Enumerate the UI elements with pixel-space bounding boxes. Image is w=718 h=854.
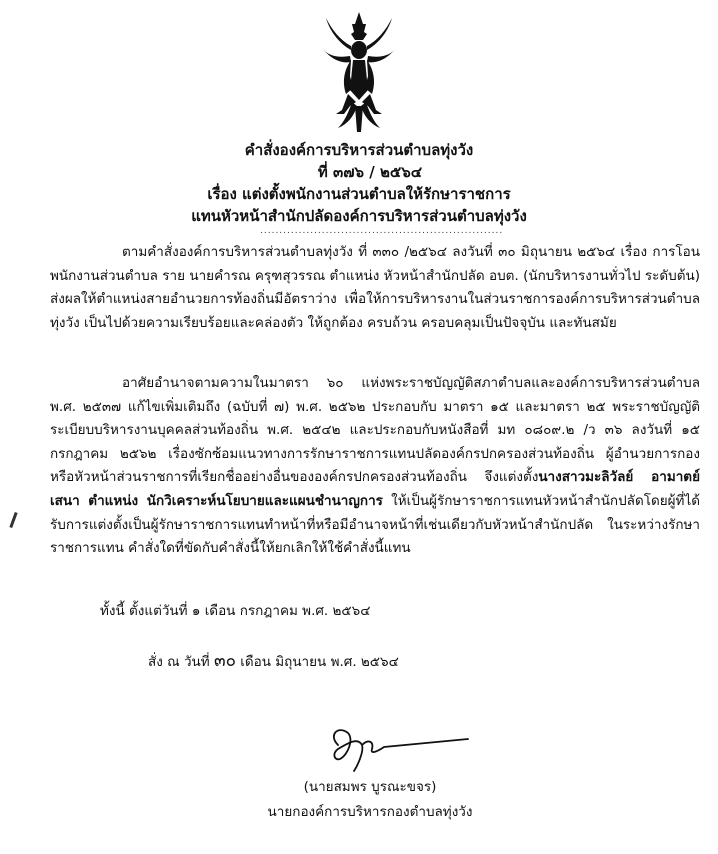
handwritten-signature (318, 715, 478, 775)
garuda-emblem (322, 10, 396, 134)
separator-dots: ............................................................... (260, 226, 504, 236)
order-number: ที่ ๓๗๖ / ๒๕๖๔ (317, 163, 423, 181)
authority-text: อาศัยอำนาจตามความในมาตรา ๖๐ แห่งพระราชบัญญัติสภาตำบลและองค์การบริหารส่วนตำบล พ.ศ. ๒๕๓๗ แก้ไขเพิ่มเติมถึง (ฉบับที่ ๗) พ.ศ. ๒๕๖๒ ประกอบกับ มาตรา ๑๕ และมาตรา ๒๕ พระราชบัญญัติระเบียบบริหารงานบุคคลส่วนท้องถิ่น พ.ศ. ๒๕๔๒ และประกอบกับหนังสือที่ มท ๐๘๐๙.๒ /ว ๓๖ ลงวันที่ ๑๕ กรกฎาคม ๒๕๖๒ เรื่องซักซ้อมแนวทางการรักษาราชการแทนปลัดองค์กรปกครองส่วนท้องถิ่น ผู้อำนวยการกองหรือหัวหน้าส่วนราชการที่เรียกชื่ออย่างอื่นขององค์กรปกครองส่วนท้องถิ่น จึงแต่งตั้ง (50, 375, 700, 486)
appointee-name: นางสาวมะลิวัลย์ อามาตย์เสนา ตำแหน่ง นักวิเคราะห์นโยบายและแผนชำนาญการ (50, 469, 700, 509)
paragraph-authority (50, 372, 700, 561)
paragraph-background: ตามคำสั่งองค์การบริหารส่วนตำบลทุ่งวัง ที่ ๓๓๐ /๒๕๖๔ ลงวันที่ ๓๐ มิถุนายน ๒๕๖๔ เรื่อง การโอนพนักงานส่วนตำบล ราย นายคำรณ ครุฑสุวรรณ ตำแหน่ง หัวหน้าสำนักปลัด อบต. (นักบริหารงานทั่วไป ระดับต้น) ส่งผลให้ตำแหน่งสายอำนวยการท้องถิ่นมีอัตราว่าง เพื่อให้การบริหารงานในส่วนราชการองค์การบริหารส่วนตำบลทุ่งวัง เป็นไปด้วยความเรียบร้อยและคล่องตัว ให้ถูกต้อง ครบถ้วน ครอบคลุมเป็นปัจจุบัน และทันสมัย (50, 244, 700, 331)
order-date-prefix: สั่ง ณ วันที่ (148, 654, 210, 670)
subject-line: เรื่อง แต่งตั้งพนักงานส่วนตำบลให้รักษาราชการ (207, 185, 511, 203)
order-issuer-title: คำสั่งองค์การบริหารส่วนตำบลทุ่งวัง (244, 141, 474, 159)
appointment-text: ให้เป็นผู้รักษาราชการแทนหัวหน้าสำนักปลัดโดยผู้ที่ได้รับการแต่งตั้งเป็นผู้รักษาราชการแทนทำหน้าที่หรือมีอำนาจหน้าที่เช่นเดียวกับหัวหน้าสำนักปลัด ในระหว่างรักษาราชการแทน คำสั่งใดที่ขัดกับคำสั่งนี้ให้ยกเลิกให้ใช้คำสั่งนี้แทน (50, 492, 700, 557)
order-date-day: ๓๐ (213, 651, 236, 671)
margin-mark (9, 512, 17, 528)
signatory-name: (นายสมพร บูรณะขจร) (303, 779, 437, 795)
signatory-position: นายกองค์การบริหารกองตำบลทุ่งวัง (267, 804, 473, 820)
effective-date: ทั้งนี้ ตั้งแต่วันที่ ๑ เดือน กรกฎาคม พ.ศ. ๒๕๖๔ (100, 603, 371, 619)
subject-line-continued: แทนหัวหน้าสำนักปลัดองค์การบริหารส่วนตำบลทุ่งวัง (191, 207, 527, 225)
order-date (148, 650, 399, 673)
order-date-suffix: เดือน มิถุนายน พ.ศ. ๒๕๖๔ (240, 654, 399, 670)
